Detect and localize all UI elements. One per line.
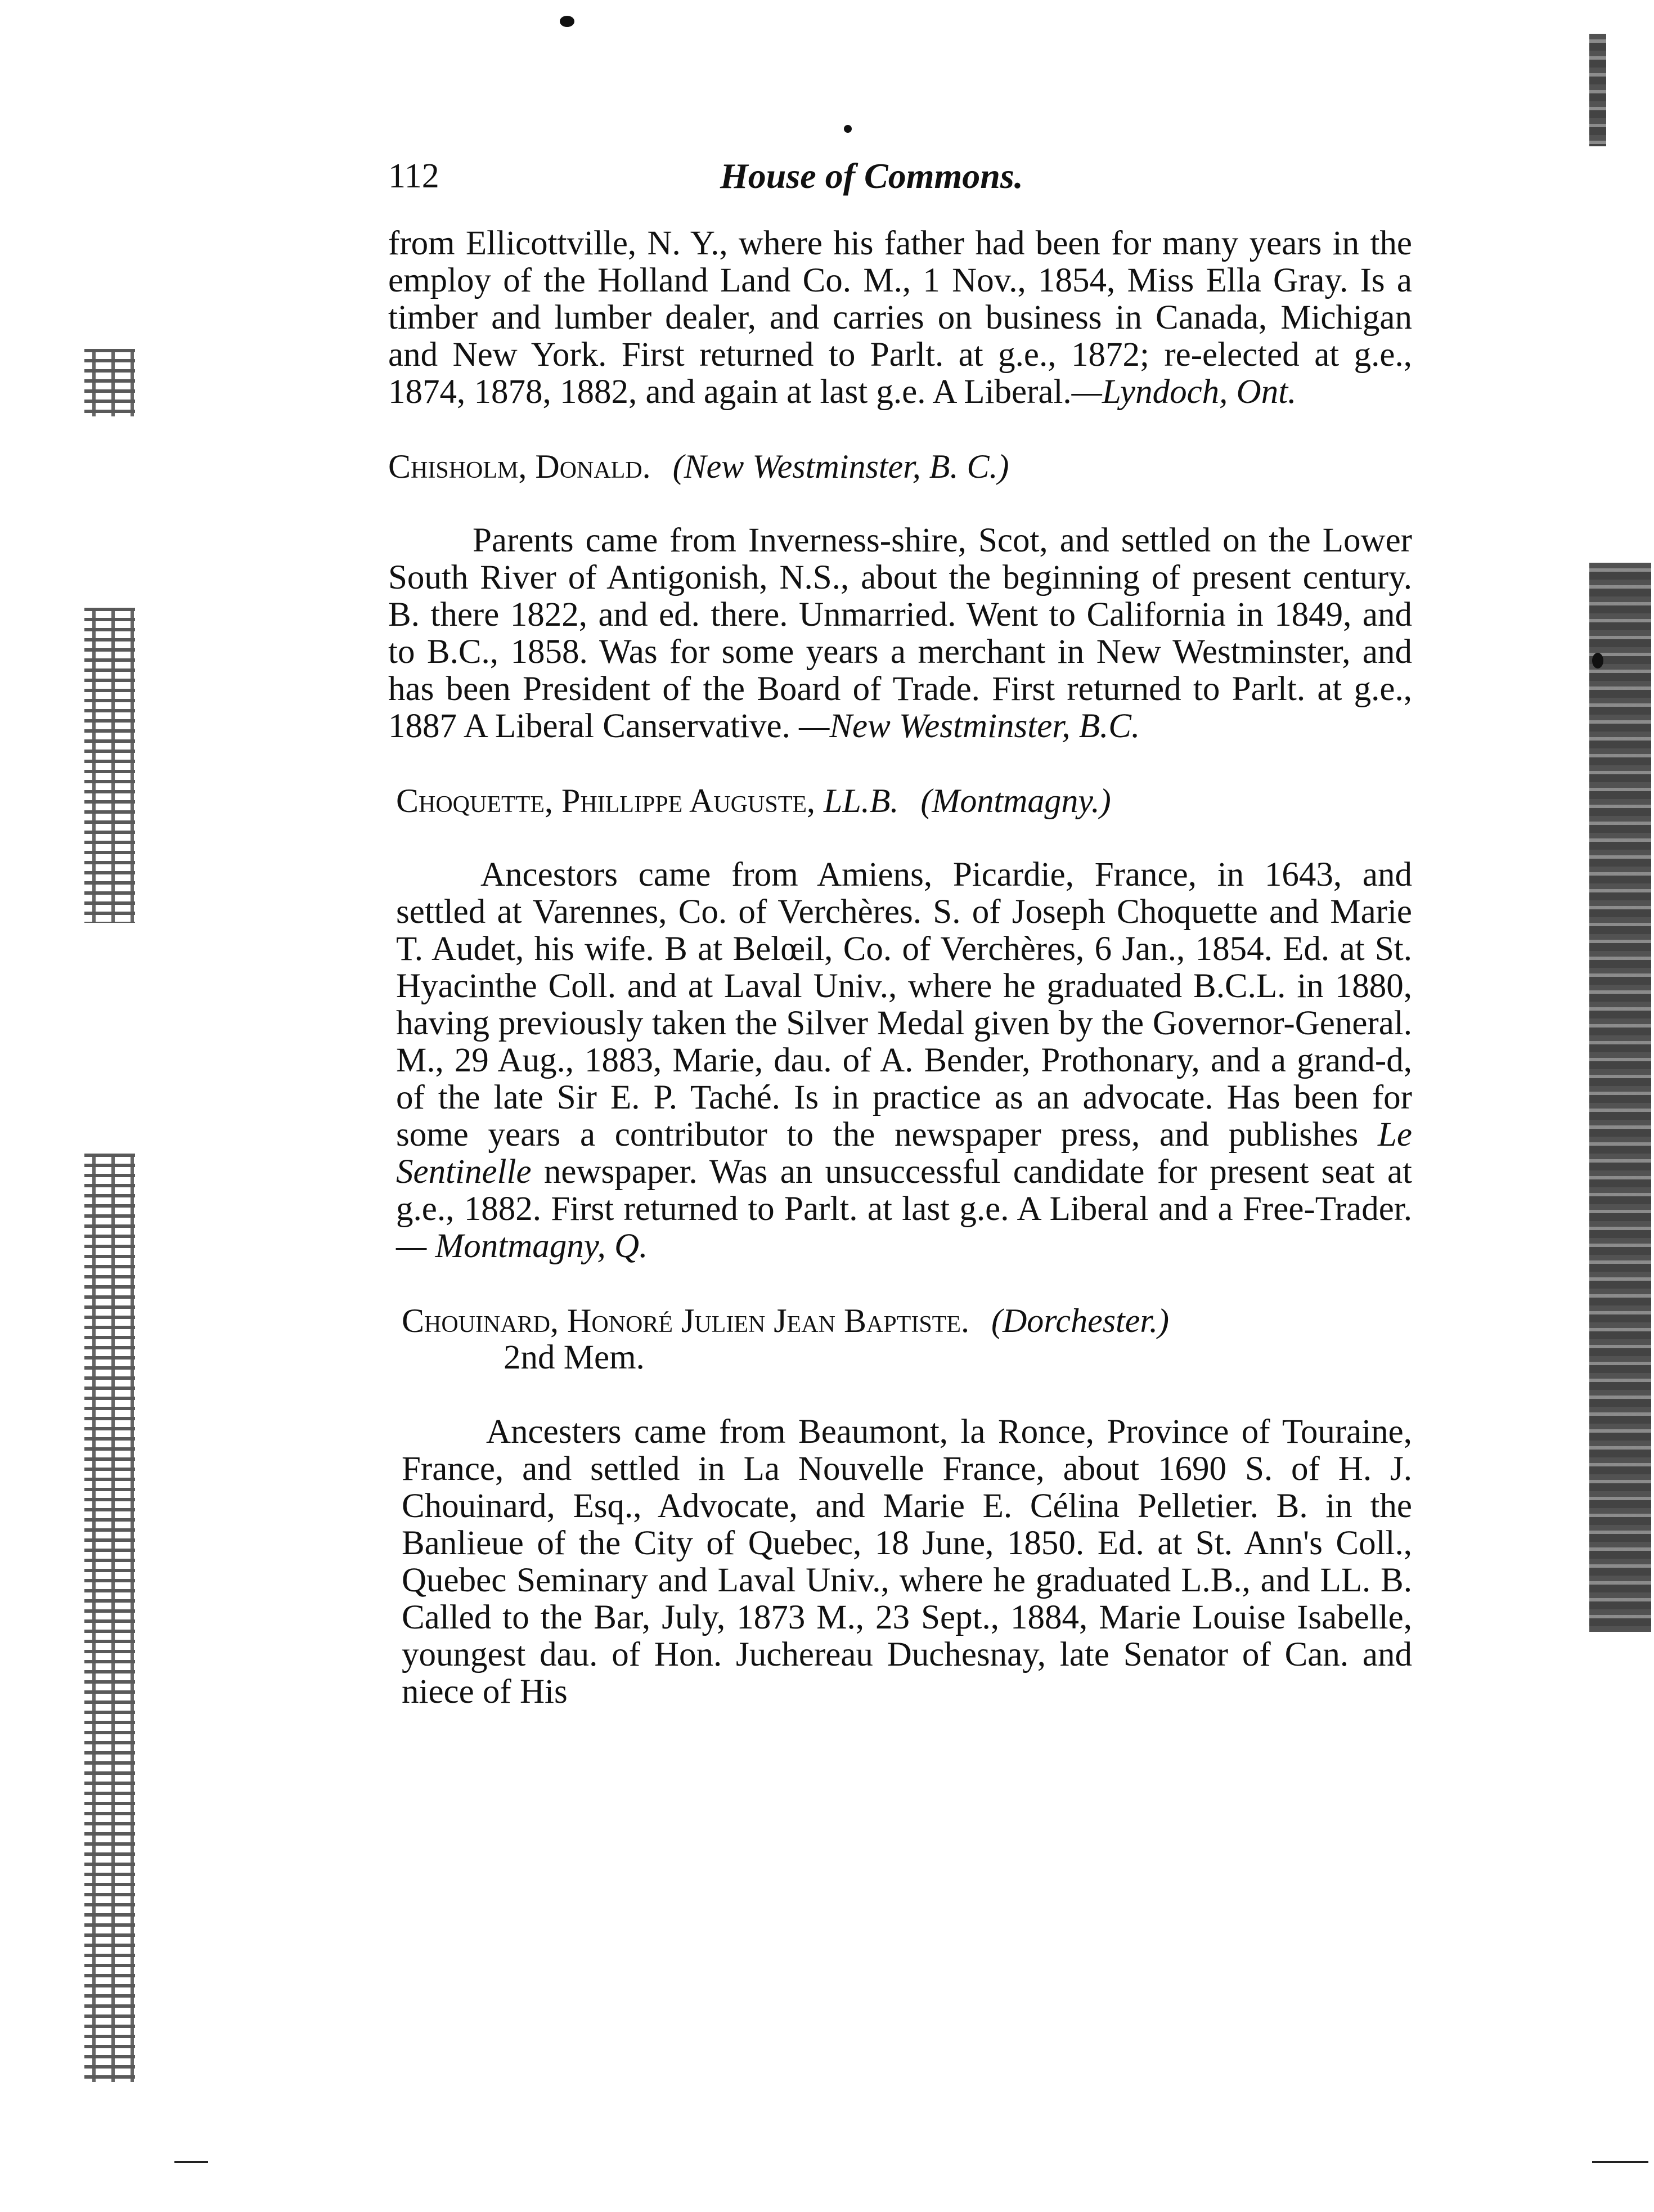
entry-heading-chisholm [388, 448, 1412, 485]
running-head: House of Commons. [720, 156, 1023, 196]
member-seat: 2nd Mem. [504, 1339, 645, 1376]
entry-chisholm-text: Parents came from Inverness-shire, Scot, and settled on the Lower South River of Antigonish, N.S., about the beginning of present century. B. there 1822, and ed. there. Unmarried. Went to California in 1849, and to B.C., 1858. Was for some years a merchant in New Westminster, and has been President of the Board of Trade. First returned to Parlt. at g.e., 1887 A Liberal Canservative. [388, 522, 1412, 745]
entry-choquette [388, 856, 1412, 1265]
scan-artifact-left [84, 349, 135, 416]
entry-choquette-text-2: newspaper. Was an unsuccessful candidate for present seat at g.e., 1882. First returned to Parlt. at last g.e. A Liberal and a Free-Trader. [396, 1153, 1412, 1228]
constituency: (New Westminster, B. C.) [672, 448, 1009, 485]
member-name: Chisholm, Donald. [388, 448, 651, 485]
scan-artifact-right [1589, 563, 1651, 1632]
scan-smudge [560, 16, 574, 27]
degree: LL.B. [824, 782, 899, 819]
entry-choquette-text-1: Ancestors came from Amiens, Picardie, France, in 1643, and settled at Varennes, Co. of Verchères. S. of Joseph Choquette and Marie T. Audet, his wife. B at Belœil, Co. of Verchères, 6 Jan., 1854. Ed. at St. Hyacinthe Coll. and at Laval Univ., where he graduated B.C.L. in 1880, having previously taken the Silver Medal given by the Governor-General. M., 29 Aug., 1883, Marie, dau. of A. Bender, Prothonary, and a grand-d, of the late Sir E. P. Taché. Is in practice as an advocate. Has been for some years a contributor to the newspaper press, and publishes [396, 856, 1412, 1154]
entry-chouinard-text: Ancesters came from Beaumont, la Ronce, Province of Touraine, France, and settled in La Nouvelle France, about 1690 S. of H. J. Chouinard, Esq., Advocate, and Marie E. Célina Pelletier. B. in the Banlieue of the City of Quebec, 18 June, 1850. Ed. at St. Ann's Coll., Quebec Seminary and Laval Univ., where he graduated L.B., and LL. B. Called to the Bar, July, 1873 M., 23 Sept., 1884, Marie Louise Isabelle, youngest dau. of Hon. Juchereau Duchesnay, late Senator of Can. and niece of His [402, 1413, 1412, 1711]
constituency: (Montmagny.) [920, 782, 1111, 819]
entry-heading-chouinard [388, 1302, 1412, 1339]
scan-mark [1592, 2161, 1648, 2163]
scan-smudge [844, 125, 852, 133]
newspaper-title: Le Sentinelle [396, 1116, 1412, 1191]
page-number: 112 [388, 157, 439, 195]
text-column [388, 225, 1412, 1711]
member-name: Chouinard, Honoré Julien Jean Baptiste. [402, 1302, 969, 1339]
constituency: (Dorchester.) [991, 1302, 1170, 1339]
page-header [388, 156, 1412, 196]
scan-mark [174, 2161, 208, 2163]
entry-continued-address: —Lyndoch, Ont. [1071, 373, 1297, 411]
scan-artifact-right [1589, 34, 1606, 146]
entry-continued [388, 225, 1412, 411]
scan-artifact-left [84, 608, 135, 923]
scan-smudge [1592, 653, 1603, 668]
entry-chouinard [388, 1414, 1412, 1711]
entry-continued-text: from Ellicottville, N. Y., where his father had been for many years in the employ of the Holland Land Co. M., 1 Nov., 1854, Miss Ella Gray. Is a timber and lumber dealer, and carries on business in Canada, Michigan and New York. First returned to Parlt. at g.e., 1872; re-elected at g.e., 1874, 1878, 1882, and again at last g.e. A Liberal. [388, 225, 1412, 411]
entry-chisholm-address: —New Westminster, B.C. [799, 707, 1140, 745]
scan-artifact-left [84, 1154, 135, 2082]
entry-chisholm [388, 522, 1412, 745]
member-name: Choquette, Phillippe Auguste, [396, 782, 816, 819]
entry-choquette-address: — Montmagny, Q. [396, 1227, 648, 1265]
entry-heading-choquette [388, 782, 1412, 819]
